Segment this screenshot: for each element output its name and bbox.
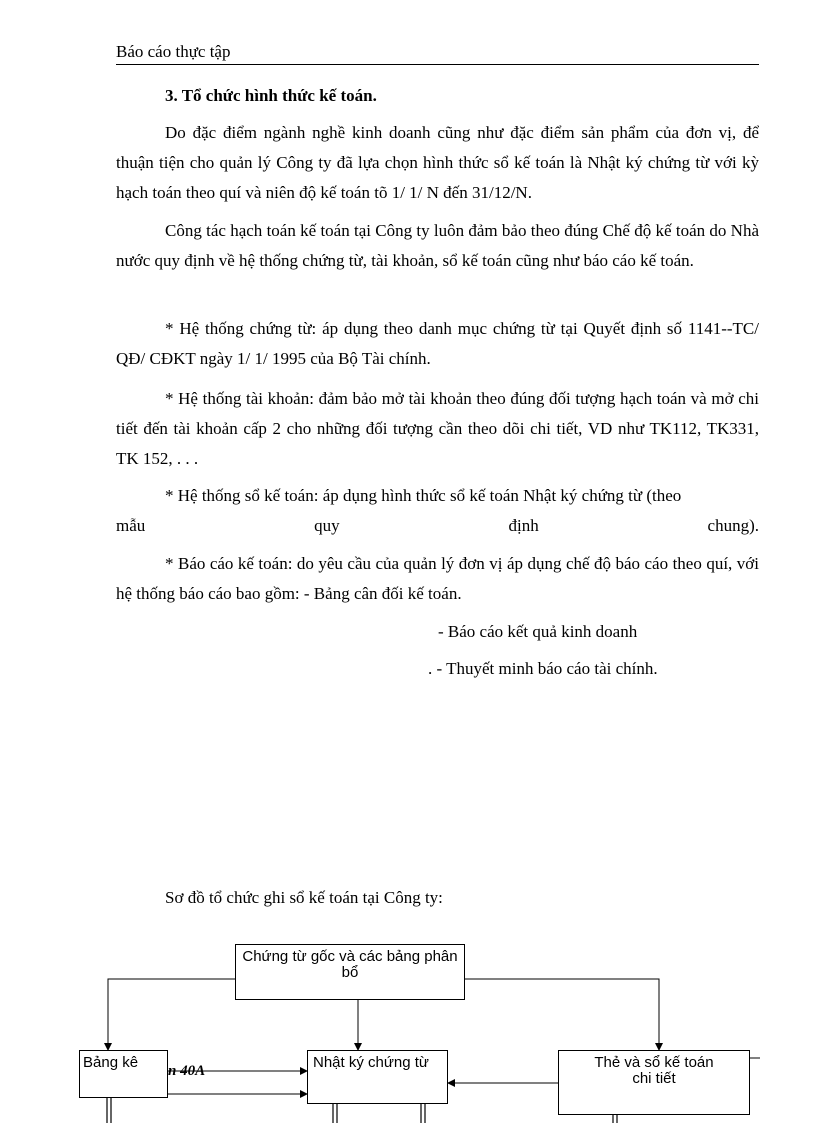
diagram-caption: Sơ đồ tổ chức ghi sổ kế toán tại Công ty: <box>165 888 443 907</box>
report-item-notes: . - Thuyết minh báo cáo tài chính. <box>428 659 658 678</box>
paragraph-5-line-2: mẫu quy định chung). <box>116 516 759 535</box>
connector-source-to-bang-ke <box>108 979 235 1050</box>
section-heading: 3. Tổ chức hình thức kế toán. <box>165 86 377 105</box>
paragraph-6-text: * Báo cáo kế toán: do yêu cầu của quản lý đơn vị áp dụng chế độ báo cáo theo quí, với hệ thống báo cáo bao gồm: - Bảng cân đối kế toán. <box>116 554 759 603</box>
the-so-chi-tiet-box: Thẻ và sổ kế toán chi tiết <box>558 1050 750 1115</box>
paragraph-3-text: * Hệ thống chứng từ: áp dụng theo danh mục chứng từ tại Quyết định số 1141--TC/ QĐ/ CĐKT ngày 1/ 1/ 1995 của Bộ Tài chính. <box>116 319 759 368</box>
page-header: Báo cáo thực tập <box>116 42 759 65</box>
paragraph-4-text: * Hệ thống tài khoản: đảm bảo mở tài khoản theo đúng đối tượng hạch toán và mở chi tiết đến tài khoản cấp 2 cho những đối tượng cần theo dõi chi tiết, VD như TK112, TK331, TK 152, . . . <box>116 389 759 468</box>
bang-ke-box: Bảng kê <box>79 1050 168 1098</box>
report-item-income-statement: - Báo cáo kết quả kinh doanh <box>438 622 638 641</box>
paragraph-5-text-a: * Hệ thống sổ kế toán: áp dụng hình thức sổ kế toán Nhật ký chứng từ (theo <box>165 486 682 505</box>
paragraph-1-text: Do đặc điểm ngành nghề kinh doanh cũng như đặc điểm sản phẩm của đơn vị, để thuận tiện cho quản lý Công ty đã lựa chọn hình thức sổ kế toán là Nhật ký chứng từ với kỳ hạch toán theo quí và niên độ kế toán tõ 1/ 1/ N đến 31/12/N. <box>116 123 759 202</box>
source-documents-box: Chứng từ gốc và các bảng phân bổ <box>235 944 465 1000</box>
nhat-ky-chung-tu-box: Nhật ký chứng từ <box>307 1050 448 1104</box>
paragraph-2-text: Công tác hạch toán kế toán tại Công ty luôn đảm bảo theo đúng Chế độ kế toán do Nhà nước quy định về hệ thống chứng từ, tài khoản, sổ kế toán cũng như báo cáo kế toán. <box>116 221 759 270</box>
connector-source-to-the-so <box>465 979 659 1050</box>
overlapping-tag: n 40A <box>168 1063 206 1079</box>
